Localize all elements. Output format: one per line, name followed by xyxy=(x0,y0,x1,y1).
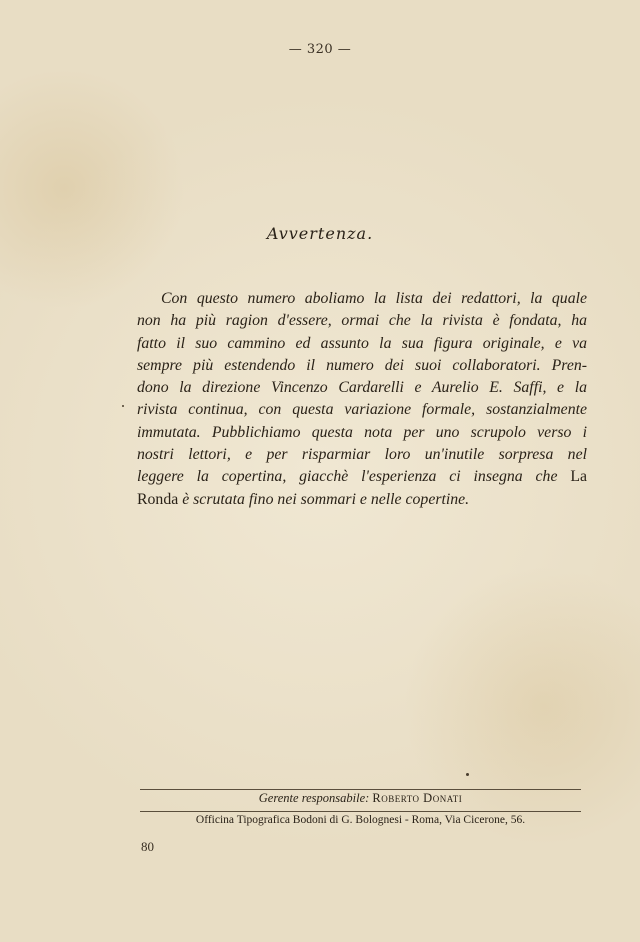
magazine-name-part: Ronda xyxy=(137,490,183,508)
notice-line: fatto il suo cammino ed assunto la sua figura originale, e va xyxy=(137,334,587,352)
notice-line: è scrutata fino nei sommari e nelle copertine. xyxy=(182,490,470,508)
page-number: — 320 — xyxy=(288,42,352,57)
divider-bottom xyxy=(140,811,581,812)
notice-body xyxy=(137,288,587,511)
notice-line-with-title xyxy=(137,466,587,488)
divider-top xyxy=(140,789,581,790)
responsible-manager xyxy=(140,791,581,806)
gerente-label: Gerente responsabile: xyxy=(258,791,370,805)
notice-line: dono la direzione Vincenzo Cardarelli e Aurelio E. Saffi, e la xyxy=(137,379,587,397)
notice-line: non ha più ragion d'essere, ormai che la rivista è fondata, ha xyxy=(137,312,587,330)
ink-speck xyxy=(122,405,124,407)
notice-title: Avvertenza. xyxy=(266,224,374,243)
magazine-name-part: La xyxy=(570,468,587,486)
notice-line: sempre più estendendo il numero dei suoi collaboratori. Pren- xyxy=(137,356,587,374)
ink-speck xyxy=(466,773,469,776)
notice-line: nostri lettori, e per risparmiar loro un'inutile sorpresa nel xyxy=(137,446,587,464)
gerente-name: Roberto Donati xyxy=(372,791,463,805)
notice-line: immutata. Pubblichiamo questa nota per uno scrupolo verso i xyxy=(137,423,587,441)
notice-line-with-title xyxy=(137,489,587,511)
signature-mark: 80 xyxy=(141,839,154,854)
printer-credit: Officina Tipografica Bodoni di G. Bolognesi - Roma, Via Cicerone, 56. xyxy=(195,814,526,826)
notice-line: Con questo numero aboliamo la lista dei redattori, la quale xyxy=(161,290,587,307)
notice-line: leggere la copertina, giacchè l'esperienza ci insegna che xyxy=(137,468,571,486)
notice-line: rivista continua, con questa variazione formale, sostanzialmente xyxy=(137,401,587,419)
